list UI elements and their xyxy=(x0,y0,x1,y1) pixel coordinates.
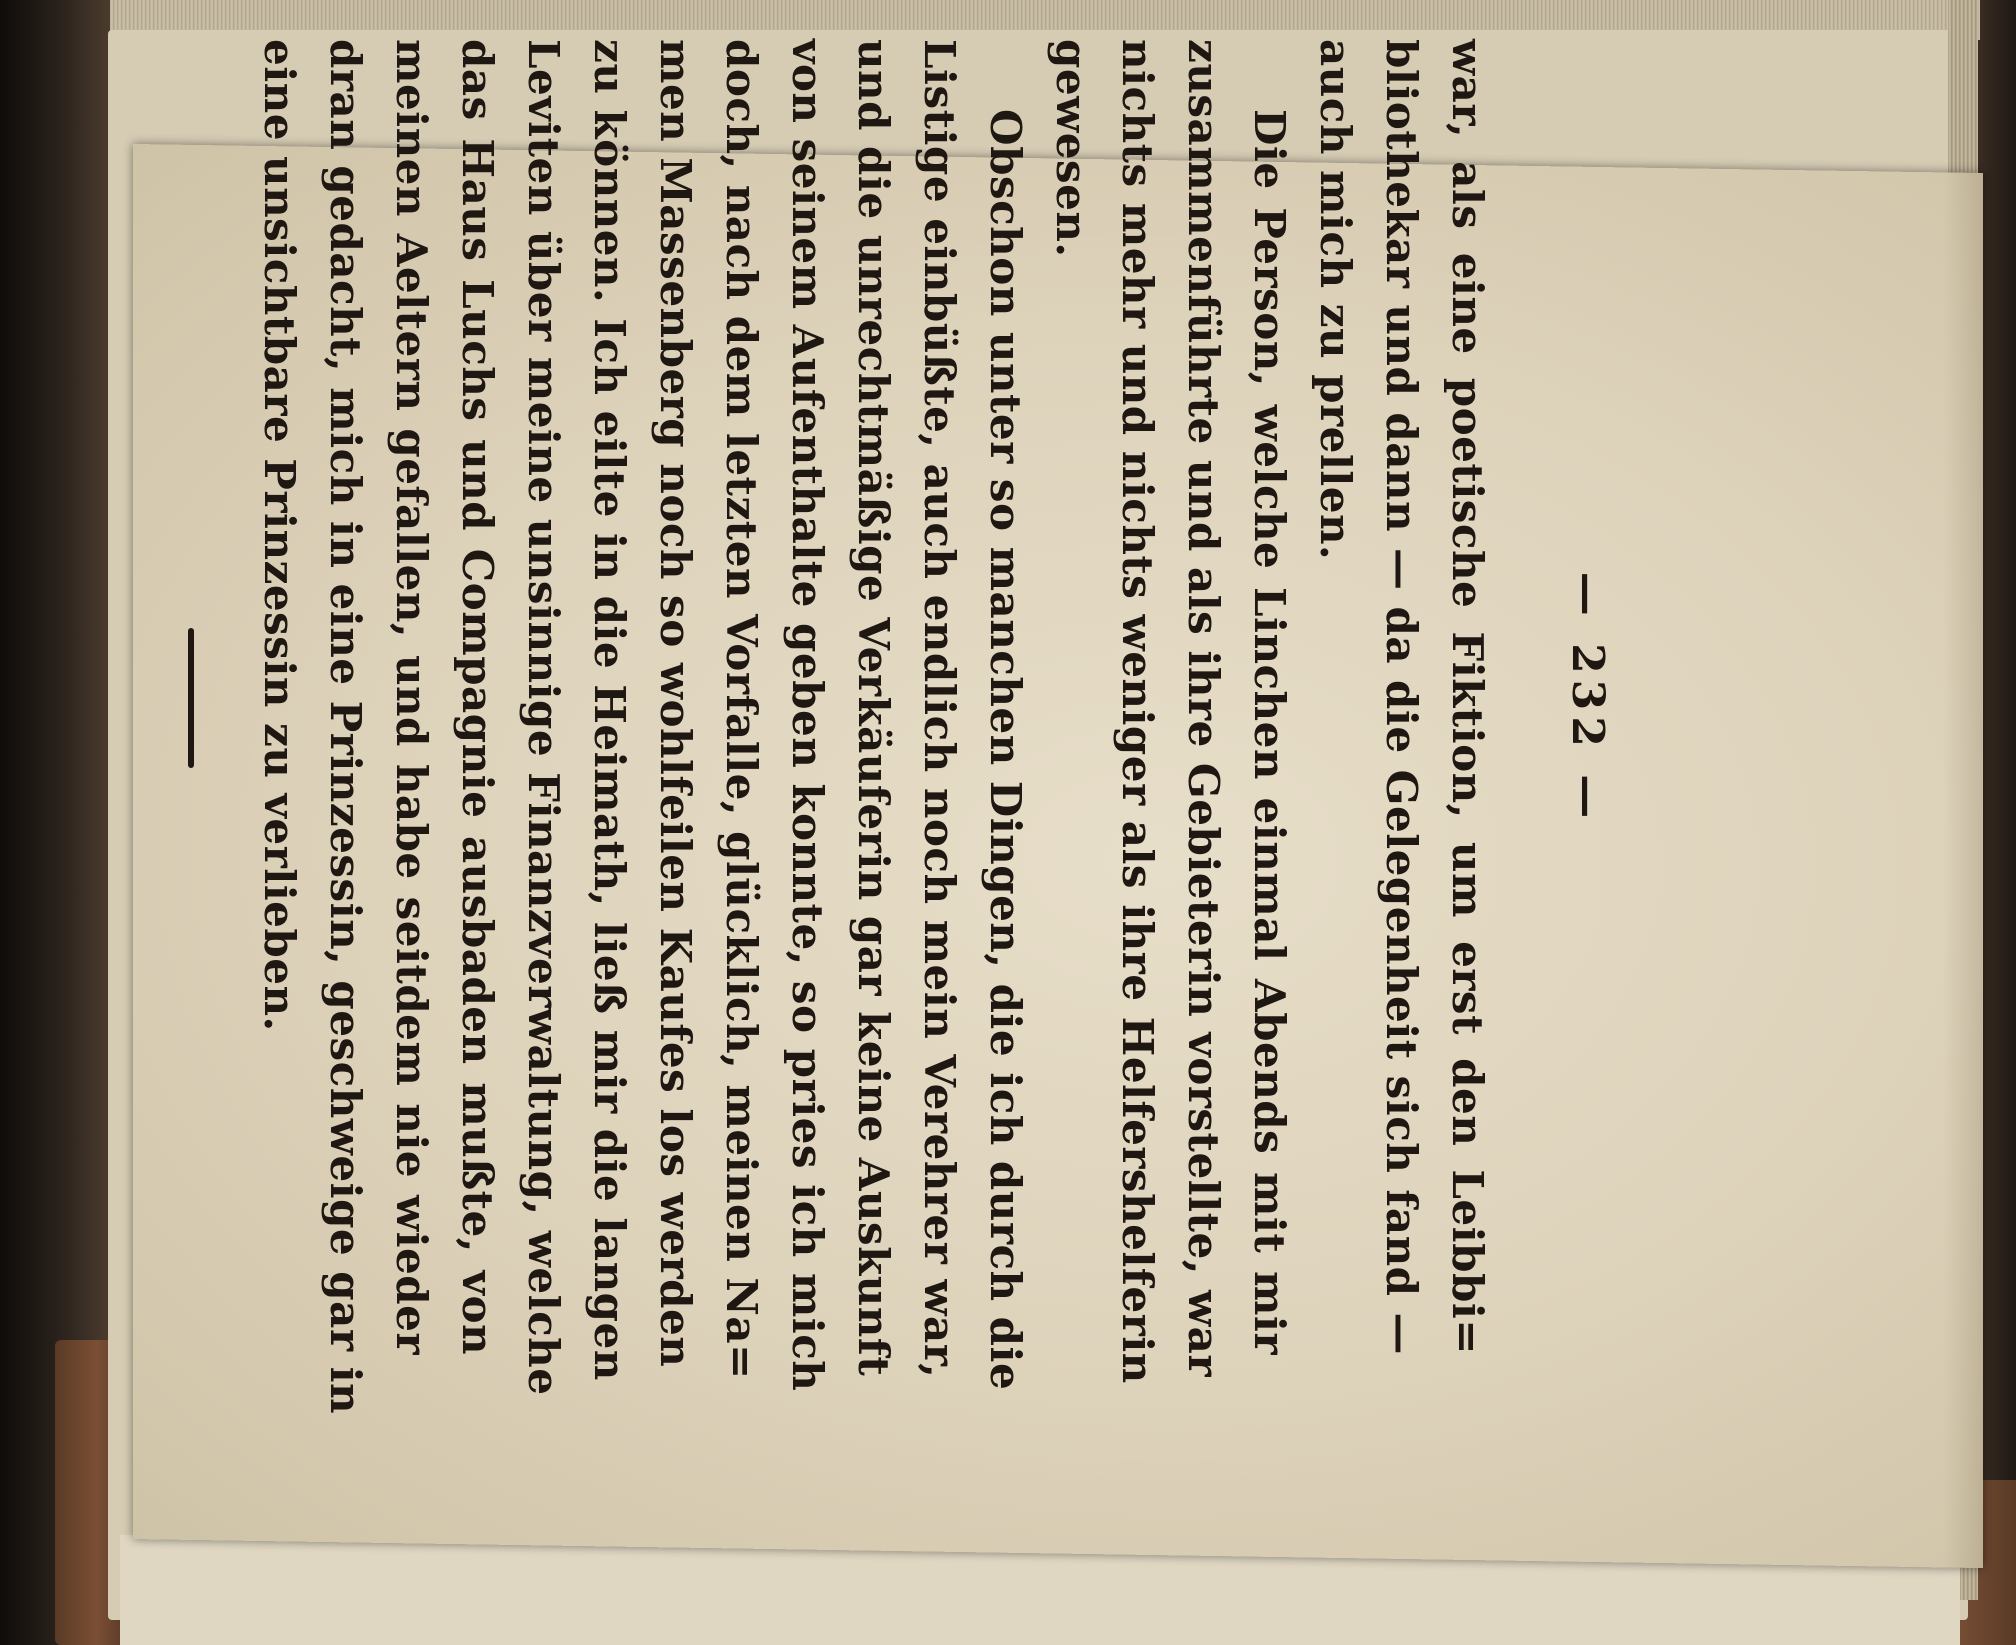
page-content-rotated xyxy=(255,33,1630,1415)
text-line: auch mich zu prellen. xyxy=(1311,39,1360,561)
text-line: dran gedacht, mich in eine Prinzessin, geschweige gar in xyxy=(321,39,370,1415)
text-line: und die unrechtmäßige Verkäuferin gar keine Auskunft xyxy=(849,39,898,1377)
text-line: men Massenberg noch so wohlfeilen Kaufes los werden xyxy=(651,39,700,1368)
text-line: meinen Aeltern gefallen, und habe seitdem nie wieder xyxy=(387,39,436,1355)
text-line: nichts mehr und nichts weniger als ihre Helfershelferin xyxy=(1113,39,1162,1384)
text-line: gewesen. xyxy=(1047,39,1096,258)
text-line: zusammenführte und als ihre Gebieterin vorstellte, war xyxy=(1179,39,1228,1377)
text-line: Leviten über meine unsinnige Finanzverwaltung, welche xyxy=(519,39,568,1396)
text-line: bliothekar und dann — da die Gelegenheit sich fand — xyxy=(1377,39,1426,1355)
text-line: eine unsichtbare Prinzessin zu verlieben. xyxy=(255,39,304,1032)
section-end-rule xyxy=(188,628,194,768)
text-line: Listige einbüßte, auch endlich noch mein Verehrer war, xyxy=(915,39,964,1379)
text-line: von seinem Aufenthalte geben konnte, so pries ich mich xyxy=(783,39,832,1392)
text-line: doch, nach dem letzten Vorfalle, glücklich, meinen Na= xyxy=(717,39,766,1380)
text-line: Obschon unter so manchen Dingen, die ich durch die xyxy=(981,109,1030,1391)
page-number: — 232 — xyxy=(1562,571,1613,825)
page-edge-shadow xyxy=(1943,172,1983,1568)
text-line: war, als eine poetische Fiktion, um erst den Leibbi= xyxy=(1443,39,1492,1355)
body-text xyxy=(246,33,1500,1415)
text-line: zu können. Ich eilte in die Heimath, ließ mir die langen xyxy=(585,39,634,1381)
text-line: das Haus Luchs und Compagnie ausbaden mußte, von xyxy=(453,39,502,1355)
text-line: Die Person, welche Linchen einmal Abends mit mir xyxy=(1245,109,1294,1355)
